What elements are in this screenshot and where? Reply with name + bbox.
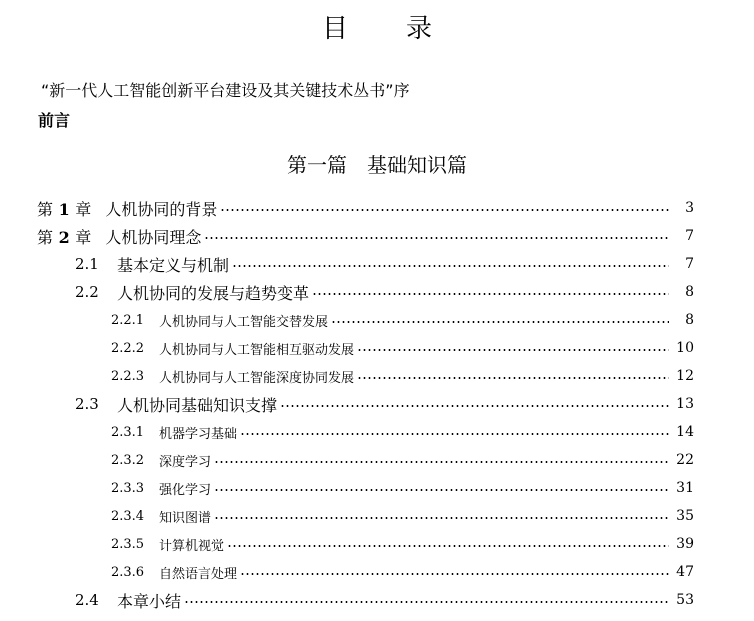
toc-entry-title: 人机协同基础知识支撑 (117, 395, 278, 415)
chapter-prefix: 第 (37, 227, 54, 247)
toc-entry-number: 2.3.4 (111, 508, 145, 524)
toc-entry-page-number: 47 (676, 564, 694, 580)
toc-entry-subsection (111, 308, 694, 332)
toc-entry-page-number: 39 (676, 536, 694, 552)
toc-entry-title: 知识图谱 (159, 510, 212, 526)
toc-entry-page-number: 7 (685, 256, 694, 272)
toc-entry-section (75, 588, 694, 612)
toc-entry-page-number: 10 (676, 340, 694, 356)
toc-entry-number: 2.1 (75, 255, 99, 273)
toc-preface-entry: “新一代人工智能创新平台建设及其关键技术丛书”序 (41, 81, 410, 100)
toc-entry-page-number: 7 (685, 228, 694, 244)
toc-entry-number (37, 197, 91, 220)
toc-entry-subsection (111, 504, 694, 528)
toc-entry-number: 2.2.3 (111, 368, 145, 384)
toc-entry-title: 强化学习 (159, 482, 212, 498)
dot-leader (227, 545, 669, 547)
toc-entry-page-number: 22 (676, 452, 694, 468)
dot-leader (232, 265, 669, 267)
chapter-prefix: 第 (37, 199, 54, 219)
toc-entry-number: 2.2 (75, 283, 99, 301)
toc-entry-page-number: 3 (685, 200, 694, 216)
toc-entry-subsection (111, 476, 694, 500)
toc-entry-subsection (111, 532, 694, 556)
toc-entry-number: 2.2.2 (111, 340, 145, 356)
toc-entry-title: 人机协同的发展与趋势变革 (117, 283, 310, 303)
toc-entry-title: 深度学习 (159, 454, 212, 470)
toc-entry-page-number: 14 (676, 424, 694, 440)
toc-entry-page-number: 13 (676, 396, 694, 412)
dot-leader (220, 209, 669, 211)
toc-entry-number (37, 225, 91, 248)
toc-entry-title: 自然语言处理 (159, 566, 238, 582)
toc-entry-number: 2.3 (75, 395, 99, 413)
toc-entry-title: 基本定义与机制 (117, 255, 230, 275)
toc-entry-page-number: 53 (676, 592, 694, 608)
chapter-number: 2 (53, 227, 76, 247)
page-title: 目录 (321, 14, 490, 44)
toc-entry-number: 2.3.1 (111, 424, 145, 440)
dot-leader (240, 573, 669, 575)
toc-entry-number: 2.3.6 (111, 564, 145, 580)
toc-entry-number: 2.3.2 (111, 452, 145, 468)
chapter-number: 1 (53, 199, 76, 219)
part-heading: 第一篇 基础知识篇 (287, 153, 467, 177)
dot-leader (204, 237, 669, 239)
toc-entry-title: 人机协同理念 (105, 227, 202, 247)
dot-leader (280, 405, 669, 407)
dot-leader (214, 517, 669, 519)
toc-entry-chapter (37, 196, 694, 220)
dot-leader (357, 377, 669, 379)
toc-entry-page-number: 12 (676, 368, 694, 384)
toc-entry-subsection (111, 420, 694, 444)
toc-entry-page-number: 8 (685, 312, 694, 328)
toc-entry-title: 计算机视觉 (159, 538, 225, 554)
toc-entry-number: 2.2.1 (111, 312, 145, 328)
toc-entry-number: 2.3.3 (111, 480, 145, 496)
toc-entry-title: 人机协同与人工智能相互驱动发展 (159, 342, 355, 358)
toc-entry-number: 2.4 (75, 591, 99, 609)
dot-leader (357, 349, 669, 351)
toc-entry-title: 人机协同的背景 (105, 199, 218, 219)
toc-entry-page-number: 35 (676, 508, 694, 524)
dot-leader (184, 601, 669, 603)
toc-entry-section (75, 252, 694, 276)
toc-entry-section (75, 392, 694, 416)
dot-leader (214, 461, 669, 463)
toc-entry-page-number: 31 (676, 480, 694, 496)
toc-entry-subsection (111, 448, 694, 472)
toc-entry-subsection (111, 560, 694, 584)
toc-entry-title: 人机协同与人工智能交替发展 (159, 314, 329, 330)
toc-entry-title: 机器学习基础 (159, 426, 238, 442)
toc-entry-number: 2.3.5 (111, 536, 145, 552)
toc-entry-subsection (111, 336, 694, 360)
toc-foreword-entry: 前言 (38, 111, 71, 130)
toc-entry-page-number: 8 (685, 284, 694, 300)
toc-entry-section (75, 280, 694, 304)
dot-leader (312, 293, 669, 295)
chapter-suffix: 章 (75, 227, 92, 247)
dot-leader (331, 321, 669, 323)
toc-entry-title: 人机协同与人工智能深度协同发展 (159, 370, 355, 386)
chapter-suffix: 章 (75, 199, 92, 219)
dot-leader (214, 489, 669, 491)
dot-leader (240, 433, 669, 435)
toc-entry-subsection (111, 364, 694, 388)
toc-entry-title: 本章小结 (117, 591, 182, 611)
toc-entry-chapter (37, 224, 694, 248)
